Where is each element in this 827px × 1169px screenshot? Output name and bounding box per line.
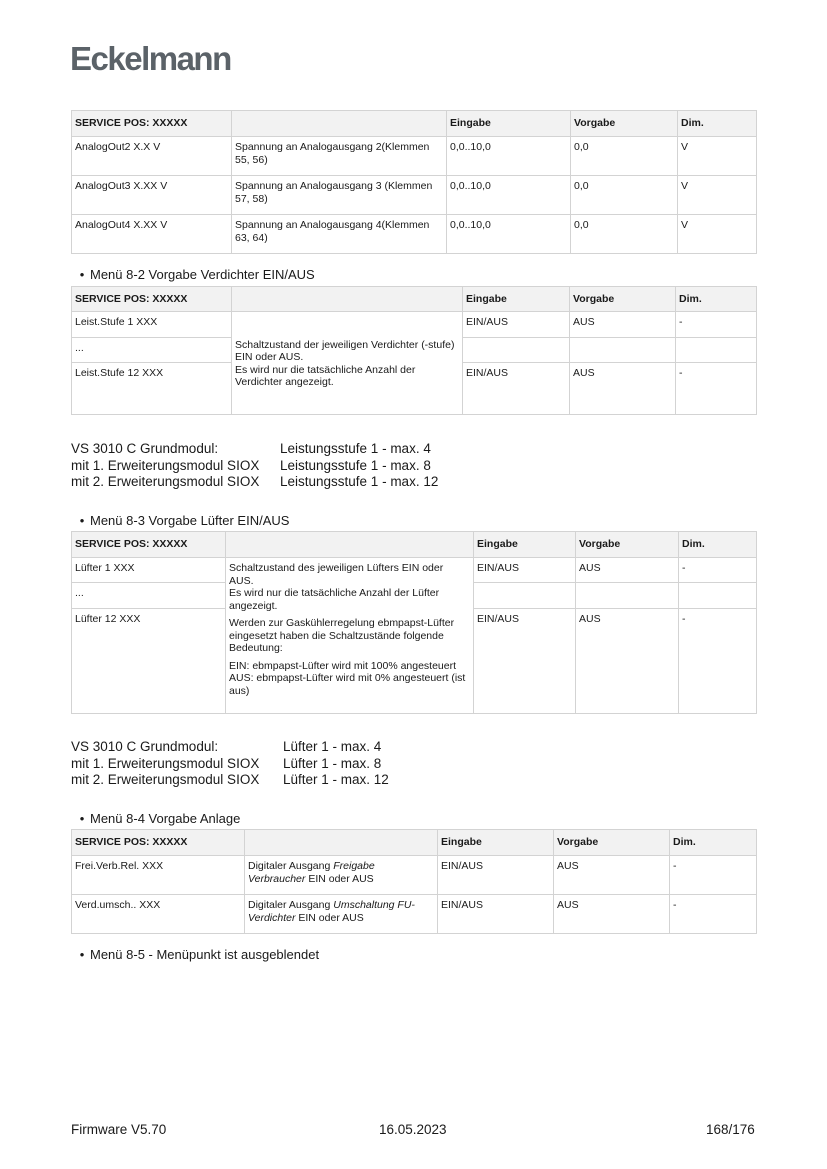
col-header: Eingabe bbox=[463, 287, 570, 312]
cell: 0,0 bbox=[571, 137, 678, 176]
col-header: Vorgabe bbox=[576, 532, 679, 558]
cell: V bbox=[678, 176, 757, 215]
table-row bbox=[72, 895, 757, 934]
table-row bbox=[72, 137, 757, 176]
col-header: SERVICE POS: XXXXX bbox=[72, 532, 226, 558]
cell: 0,0..10,0 bbox=[447, 137, 571, 176]
module-info-fans: VS 3010 C Grundmodul: Lüfter 1 - max. 4 mit 1. Erweiterungsmodul SIOX Lüfter 1 - max. 8 mit 2. Erweiterungsmodul SIOX Lüfter 1 - max. 12 bbox=[71, 739, 389, 787]
col-header: Dim. bbox=[679, 532, 757, 558]
cell: Spannung an Analogausgang 3 (Klemmen 57, 58) bbox=[232, 176, 447, 215]
col-header: Eingabe bbox=[474, 532, 576, 558]
cell: - bbox=[679, 609, 757, 714]
cell: 0,0..10,0 bbox=[447, 176, 571, 215]
menu-8-2-heading: • Menü 8-2 Vorgabe Verdichter EIN/AUS bbox=[74, 267, 315, 282]
cell: ... bbox=[72, 338, 232, 363]
col-header bbox=[245, 830, 438, 856]
description-cell: Digitaler Ausgang Freigabe Verbraucher EIN oder AUS bbox=[245, 856, 438, 895]
cell: AUS bbox=[554, 895, 670, 934]
cell: Lüfter 12 XXX bbox=[72, 609, 226, 714]
col-header: SERVICE POS: XXXXX bbox=[72, 111, 232, 137]
table-row bbox=[72, 215, 757, 254]
cell: - bbox=[676, 363, 757, 415]
table-row bbox=[72, 856, 757, 895]
cell: AUS bbox=[554, 856, 670, 895]
col-header: Dim. bbox=[676, 287, 757, 312]
col-header: Vorgabe bbox=[571, 111, 678, 137]
cell: EIN/AUS bbox=[463, 312, 570, 338]
cell: EIN/AUS bbox=[474, 558, 576, 583]
col-header: Dim. bbox=[670, 830, 757, 856]
cell: AnalogOut2 X.X V bbox=[72, 137, 232, 176]
cell: EIN/AUS bbox=[474, 609, 576, 714]
cell: 0,0 bbox=[571, 215, 678, 254]
cell: Lüfter 1 XXX bbox=[72, 558, 226, 583]
cell bbox=[474, 583, 576, 609]
bullet-icon: • bbox=[79, 947, 85, 962]
description-cell: Schaltzustand der jeweiligen Verdichter (-stufe) EIN oder AUS. Es wird nur die tatsächliche Anzahl der Verdichter angezeigt. bbox=[232, 312, 463, 415]
table-row bbox=[72, 312, 757, 338]
analog-out-table bbox=[71, 110, 757, 254]
bullet-icon: • bbox=[79, 811, 85, 826]
cell: AUS bbox=[576, 558, 679, 583]
table-header bbox=[72, 830, 757, 856]
cell: - bbox=[676, 312, 757, 338]
table-header bbox=[72, 532, 757, 558]
cell: AUS bbox=[576, 609, 679, 714]
menu-8-4-heading: • Menü 8-4 Vorgabe Anlage bbox=[74, 811, 240, 826]
cell: - bbox=[670, 895, 757, 934]
cell bbox=[576, 583, 679, 609]
col-header: SERVICE POS: XXXXX bbox=[72, 830, 245, 856]
table-row bbox=[72, 558, 757, 583]
col-header bbox=[226, 532, 474, 558]
col-header bbox=[232, 287, 463, 312]
table-header bbox=[72, 111, 757, 137]
col-header: Vorgabe bbox=[554, 830, 670, 856]
cell: V bbox=[678, 137, 757, 176]
bullet-icon: • bbox=[79, 267, 85, 282]
table-header bbox=[72, 287, 757, 312]
cell: Spannung an Analogausgang 4(Klemmen 63, 64) bbox=[232, 215, 447, 254]
cell: AnalogOut4 X.XX V bbox=[72, 215, 232, 254]
cell: EIN/AUS bbox=[438, 895, 554, 934]
cell: EIN/AUS bbox=[438, 856, 554, 895]
footer-page-number: 168/176 bbox=[706, 1122, 755, 1137]
cell: AnalogOut3 X.XX V bbox=[72, 176, 232, 215]
footer-date: 16.05.2023 bbox=[379, 1122, 447, 1137]
cell: AUS bbox=[570, 363, 676, 415]
col-header: Eingabe bbox=[447, 111, 571, 137]
col-header bbox=[232, 111, 447, 137]
cell: ... bbox=[72, 583, 226, 609]
module-info-compressors: VS 3010 C Grundmodul: Leistungsstufe 1 - max. 4 mit 1. Erweiterungsmodul SIOX Leistungsstufe 1 - max. 8 mit 2. Erweiterungsmodul SIOX Leistungsstufe 1 - max. 12 bbox=[71, 441, 439, 489]
col-header: Eingabe bbox=[438, 830, 554, 856]
cell: - bbox=[670, 856, 757, 895]
menu-8-5-heading: • Menü 8-5 - Menüpunkt ist ausgeblendet bbox=[74, 947, 319, 962]
cell: AUS bbox=[570, 312, 676, 338]
bullet-icon: • bbox=[79, 513, 85, 528]
footer-firmware: Firmware V5.70 bbox=[71, 1122, 167, 1137]
cell: EIN/AUS bbox=[463, 363, 570, 415]
cell bbox=[676, 338, 757, 363]
cell bbox=[679, 583, 757, 609]
cell: Leist.Stufe 12 XXX bbox=[72, 363, 232, 415]
cell: Spannung an Analogausgang 2(Klemmen 55, 56) bbox=[232, 137, 447, 176]
col-header: SERVICE POS: XXXXX bbox=[72, 287, 232, 312]
cell: Frei.Verb.Rel. XXX bbox=[72, 856, 245, 895]
compressor-table bbox=[71, 286, 757, 415]
fan-table bbox=[71, 531, 757, 714]
cell: 0,0 bbox=[571, 176, 678, 215]
table-row bbox=[72, 176, 757, 215]
cell: Leist.Stufe 1 XXX bbox=[72, 312, 232, 338]
plant-table bbox=[71, 829, 757, 934]
cell: 0,0..10,0 bbox=[447, 215, 571, 254]
col-header: Vorgabe bbox=[570, 287, 676, 312]
col-header: Dim. bbox=[678, 111, 757, 137]
cell bbox=[463, 338, 570, 363]
cell: V bbox=[678, 215, 757, 254]
cell bbox=[570, 338, 676, 363]
brand-logo: Eckelmann bbox=[70, 40, 231, 77]
description-cell: Digitaler Ausgang Umschaltung FU-Verdichter EIN oder AUS bbox=[245, 895, 438, 934]
cell: Verd.umsch.. XXX bbox=[72, 895, 245, 934]
menu-8-3-heading: • Menü 8-3 Vorgabe Lüfter EIN/AUS bbox=[74, 513, 289, 528]
cell: - bbox=[679, 558, 757, 583]
description-cell: Schaltzustand des jeweiligen Lüfters EIN oder AUS. Es wird nur die tatsächliche Anzahl der Lüfter angezeigt. Werden zur Gaskühlerregelung ebmpapst-Lüfter eingesetzt haben die Schaltzustände folgende Bedeutung: EIN: ebmpapst-Lüfter wird mit 100% angesteuert AUS: ebmpapst-Lüfter wird mit 0% angesteuert (ist aus) bbox=[226, 558, 474, 714]
